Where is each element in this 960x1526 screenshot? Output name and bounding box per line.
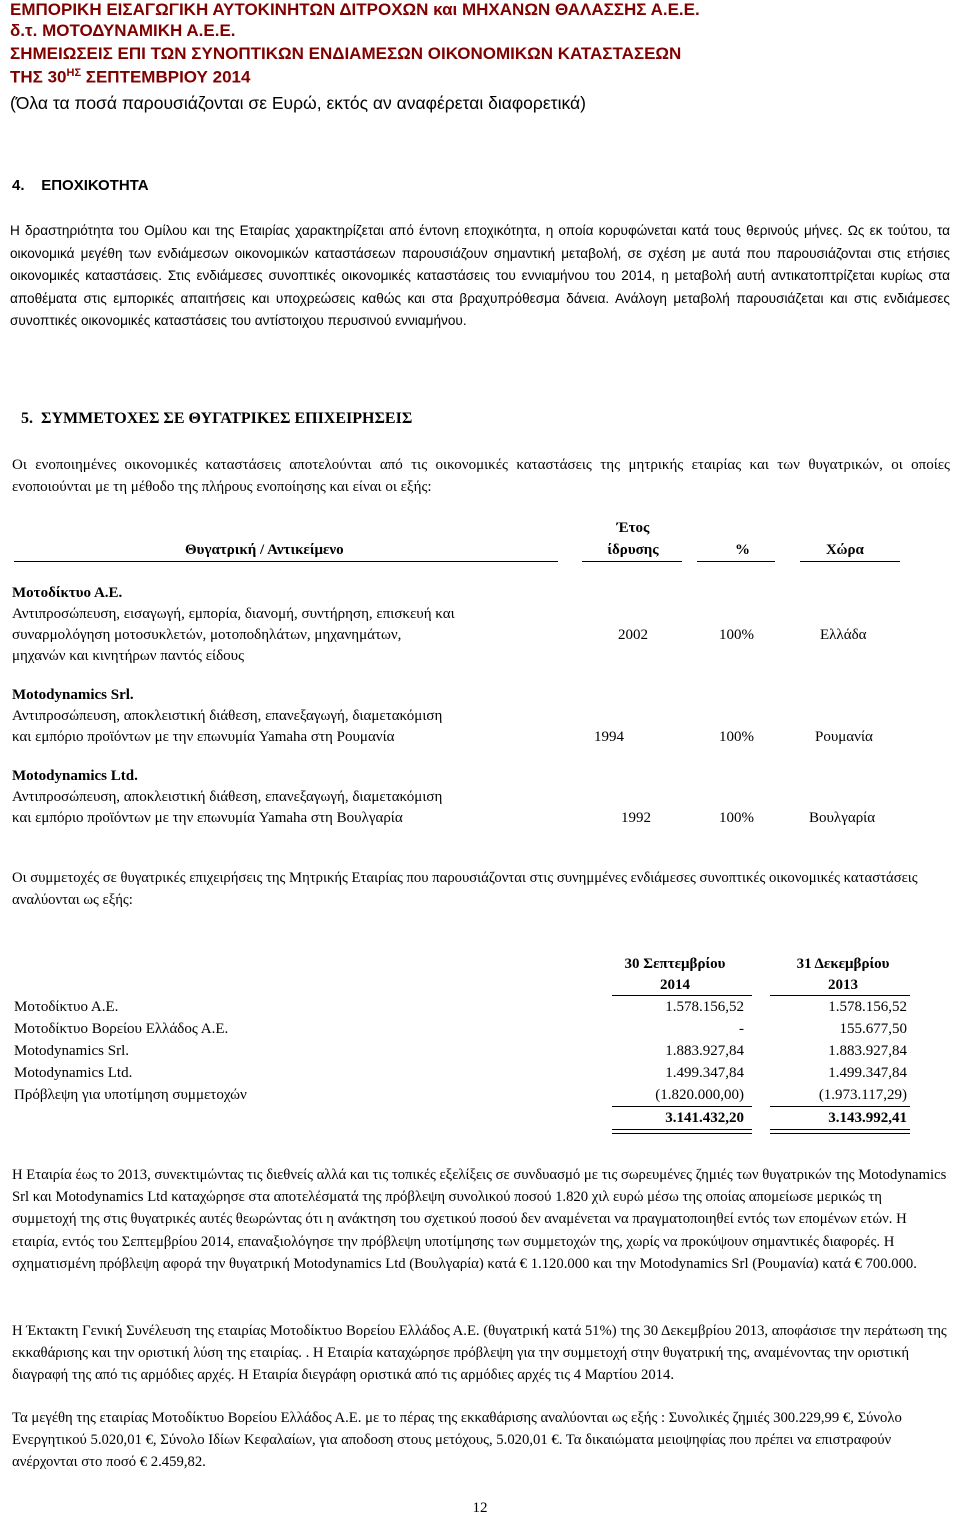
- section-5-number: 5.: [21, 410, 33, 427]
- page-number: 12: [472, 1500, 488, 1516]
- participations-total-2014: 3.141.432,20: [665, 1110, 744, 1126]
- col-header-year-bottom: ίδρυσης: [607, 542, 659, 558]
- section-4-heading: [12, 177, 149, 194]
- consolidation-intro: Οι ενοποιημένες οικονομικές καταστάσεις αποτελούνται από τις οικονομικές καταστάσεις της μητρικής εταιρίας και των θυγατρικών, οι οποίες ενοποιούνται με τη μέθοδο της πλήρους ενοποίησης και είναι οι εξής:: [12, 457, 950, 496]
- participation-label: Motodynamics Srl.: [14, 1043, 129, 1059]
- currency-note: (Όλα τα ποσά παρουσιάζονται σε Ευρώ, εκτός αν αναφέρεται διαφορετικά): [10, 93, 586, 113]
- subsidiary-year: 2002: [618, 627, 648, 643]
- header-rule-country: [800, 561, 900, 562]
- subsidiary-percent: 100%: [719, 810, 754, 826]
- subsidiary-desc-line: Αντιπροσώπευση, αποκλειστική διάθεση, επανεξαγωγή, διαμετακόμιση: [12, 789, 443, 805]
- col-header-percent: %: [735, 542, 750, 558]
- participations-total-2013: 3.143.992,41: [828, 1110, 907, 1126]
- seasonality-paragraph: Η δραστηριότητα του Ομίλου και της Εταιρίας χαρακτηρίζεται από έντονη εποχικότητα, η οποία κορυφώνεται κατά τους θερινούς μήνες. Ως εκ τούτου, τα οικονομικά μεγέθη των ενδιάμεσων οικονομικών καταστάσεων παρουσιάζουν σημαντική μεταβολή, σε σχέση με αυτά που παρουσιάζονται στις ετήσιες οικονομικές καταστάσεις. Στις ενδιάμεσες συνοπτικές οικονομικές καταστάσεις του εννιαμήνου του 2014, η μεταβολή αυτή αντικατοπτρίζεται κυρίως στα αποθέματα στις εμπορικές απαιτήσεις και υποχρεώσεις καθώς και στα βραχυπρόθεσμα δάνεια. Ανάλογη μεταβολή παρουσιάζεται και στις ενδιάμεσες συνοπτικές οικονομικές καταστάσεις του αντίστοιχου περυσινού εννιαμήνου.: [10, 223, 950, 329]
- section-4-title: ΕΠΟΧΙΚΟΤΗΤΑ: [41, 177, 149, 194]
- subsidiary-percent: 100%: [719, 729, 754, 745]
- section-5-title: ΣΥΜΜΕΤΟΧΕΣ ΣΕ ΘΥΓΑΤΡΙΚΕΣ ΕΠΙΧΕΙΡΗΣΕΙΣ: [41, 410, 413, 427]
- subsidiary-country: Ελλάδα: [820, 627, 867, 643]
- participations-col2-header-top: 31 Δεκεμβρίου: [796, 956, 890, 972]
- participation-value-2014: 1.578.156,52: [665, 999, 744, 1015]
- participation-value-2013: 1.883.927,84: [828, 1043, 907, 1059]
- subsidiary-desc-line: και εμπόριο προϊόντων με την επωνυμία Yamaha στη Ρουμανία: [12, 729, 395, 745]
- subsidiary-name: Motodynamics Ltd.: [12, 768, 138, 784]
- participation-value-2014: 1.883.927,84: [665, 1043, 744, 1059]
- participation-label: Πρόβλεψη για υποτίμηση συμμετοχών: [14, 1087, 247, 1103]
- col-header-country: Χώρα: [826, 542, 864, 558]
- subsidiary-desc-line: και εμπόριο προϊόντων με την επωνυμία Yamaha στη Βουλγαρία: [12, 810, 403, 826]
- col-header-year-top: Έτος: [616, 520, 650, 536]
- subtotal-rule-2: [770, 1106, 910, 1107]
- header-rule-percent: [697, 561, 775, 562]
- subsidiary-desc-line: μηχανών και κινητήρων παντός είδους: [12, 648, 245, 664]
- subsidiary-name: Motodynamics Srl.: [12, 687, 134, 703]
- participation-label: Μοτοδίκτυο Βορείου Ελλάδος Α.Ε.: [14, 1021, 229, 1037]
- participations-col1-header-bottom: 2014: [660, 977, 690, 993]
- participations-intro: Οι συμμετοχές σε θυγατρικές επιχειρήσεις της Μητρικής Εταιρίας που παρουσιάζονται στις συνημμένες ενδιάμεσες συνοπτικές οικονομικές καταστάσεις αναλύονται ως εξής:: [12, 870, 918, 909]
- subsidiary-desc-line: συναρμολόγηση μοτοσυκλετών, μοτοποδηλάτων, μηχανημάτων,: [12, 627, 402, 643]
- subsidiary-desc-line: Αντιπροσώπευση, εισαγωγή, εμπορία, διανομή, συντήρηση, επισκευή και: [12, 606, 455, 622]
- report-title: ΣΗΜΕΙΩΣΕΙΣ ΕΠΙ ΤΩΝ ΣΥΝΟΠΤΙΚΩΝ ΕΝΔΙΑΜΕΣΩΝ ΟΙΚΟΝΟΜΙΚΩΝ ΚΑΤΑΣΤΑΣΕΩΝ: [10, 44, 682, 63]
- participation-label: Μοτοδίκτυο Α.Ε.: [14, 999, 119, 1015]
- section-5-heading: [21, 410, 412, 428]
- participations-header-rule-1: [612, 995, 752, 996]
- subsidiary-year: 1994: [594, 729, 624, 745]
- participation-value-2013: (1.973.117,29): [818, 1087, 907, 1103]
- participation-value-2013: 1.578.156,52: [828, 999, 907, 1015]
- subsidiary-country: Βουλγαρία: [809, 810, 876, 826]
- header-rule-entity: [14, 561, 558, 562]
- section-4-number: 4.: [12, 177, 25, 194]
- total-double-rule-1: [612, 1129, 752, 1134]
- subsidiary-desc-line: Αντιπροσώπευση, αποκλειστική διάθεση, επανεξαγωγή, διαμετακόμιση: [12, 708, 443, 724]
- impairment-note: Η Εταιρία έως το 2013, συνεκτιμώντας τις διεθνείς αλλά και τις τοπικές εξελίξεις σε συνδυασμό με τις σωρευμένες ζημιές των θυγατρικών της Motodynamics Srl και Motodynamics Ltd καταχώρησε στα αποτελέσματά της πρόβλεψη συνολικού ποσού 1.820 χιλ ευρώ μέσω της οποίας απομείωσε μερικώς τη συμμετοχή της στις θυγατρικές αυτές θεωρώντας ότι η ανάκτηση του σχετικού ποσού δεν αναμένεται να πραγματοποιηθεί εντός των επομένων ετών. Η εταιρία, εντός του Σεπτεμβρίου 2014, επαναξιολόγησε την πρόβλεψη υποτίμησης των συμμετοχών της, χωρίς να προκύψουν σημαντικές διαφορές. Η σχηματισμένη πρόβλεψη αφορά την θυγατρική Motodynamics Ltd (Βουλγαρία) κατά € 1.120.000 και την Motodynamics Srl (Ρουμανία) κατά € 700.000.: [12, 1167, 947, 1272]
- participations-header-rule-2: [770, 995, 910, 996]
- participations-col1-header-top: 30 Σεπτεμβρίου: [624, 956, 726, 972]
- header-rule-year: [582, 561, 682, 562]
- participations-col2-header-bottom: 2013: [828, 977, 858, 993]
- participation-value-2014: 1.499.347,84: [665, 1065, 744, 1081]
- participation-value-2014: (1.820.000,00): [655, 1087, 744, 1103]
- company-name: ΕΜΠΟΡΙΚΗ ΕΙΣΑΓΩΓΙΚΗ ΑΥΤΟΚΙΝΗΤΩΝ ΔΙΤΡΟΧΩΝ και ΜΗΧΑΝΩΝ ΘΑΛΑΣΣΗΣ Α.Ε.Ε.: [10, 0, 700, 19]
- subsidiary-percent: 100%: [719, 627, 754, 643]
- company-trade-name: δ.τ. ΜΟΤΟΔΥΝΑΜΙΚΗ Α.Ε.Ε.: [10, 21, 236, 40]
- col-header-entity: Θυγατρική / Αντικείμενο: [185, 542, 344, 558]
- total-double-rule-2: [770, 1129, 910, 1134]
- participation-value-2014: -: [739, 1021, 744, 1037]
- participation-value-2013: 1.499.347,84: [828, 1065, 907, 1081]
- report-date: ΤΗΣ $30^{H\Sigma}$ ΣΕΠΤΕΜΒΡΙΟΥ 2014: [10, 67, 251, 87]
- subsidiary-year: 1992: [621, 810, 651, 826]
- subtotal-rule-1: [612, 1106, 752, 1107]
- participation-value-2013: 155.677,50: [839, 1021, 907, 1037]
- subsidiary-name: Μοτοδίκτυο Α.Ε.: [12, 585, 123, 601]
- liquidation-figures-note: Τα μεγέθη της εταιρίας Μοτοδίκτυο Βορείου Ελλάδος Α.Ε. με το πέρας της εκκαθάρισης αναλύονται ως εξής : Συνολικές ζημιές 300.229,99 €, Σύνολο Ενεργητικού 5.020,01 €, Σύνολο Ιδίων Κεφαλαίων, για αποδοση στους μετόχους, 5.020,01 €. Τα δικαιώματα μειοψηφίας που πρέπει να επιστραφούν ανέρχονται στο ποσό € 2.459,82.: [12, 1410, 902, 1471]
- liquidation-note: Η Έκτακτη Γενική Συνέλευση της εταιρίας Μοτοδίκτυο Βορείου Ελλάδος Α.Ε. (θυγατρική κατά 51%) της 30 Δεκεμβρίου 2013, αποφάσισε την περάτωση της εκκαθάρισης και την οριστική λύση της εταιρίας. . Η Εταιρία καταχώρησε πρόβλεψη για την συμμετοχή στην θυγατρική της, αναμένοντας την οριστική διαγραφή της από τις αρμόδιες αρχές. Η Εταιρία διεγράφη οριστικά από τις αρμόδιες αρχές τις 4 Μαρτίου 2014.: [12, 1323, 947, 1384]
- subsidiary-country: Ρουμανία: [815, 729, 873, 745]
- participation-label: Motodynamics Ltd.: [14, 1065, 133, 1081]
